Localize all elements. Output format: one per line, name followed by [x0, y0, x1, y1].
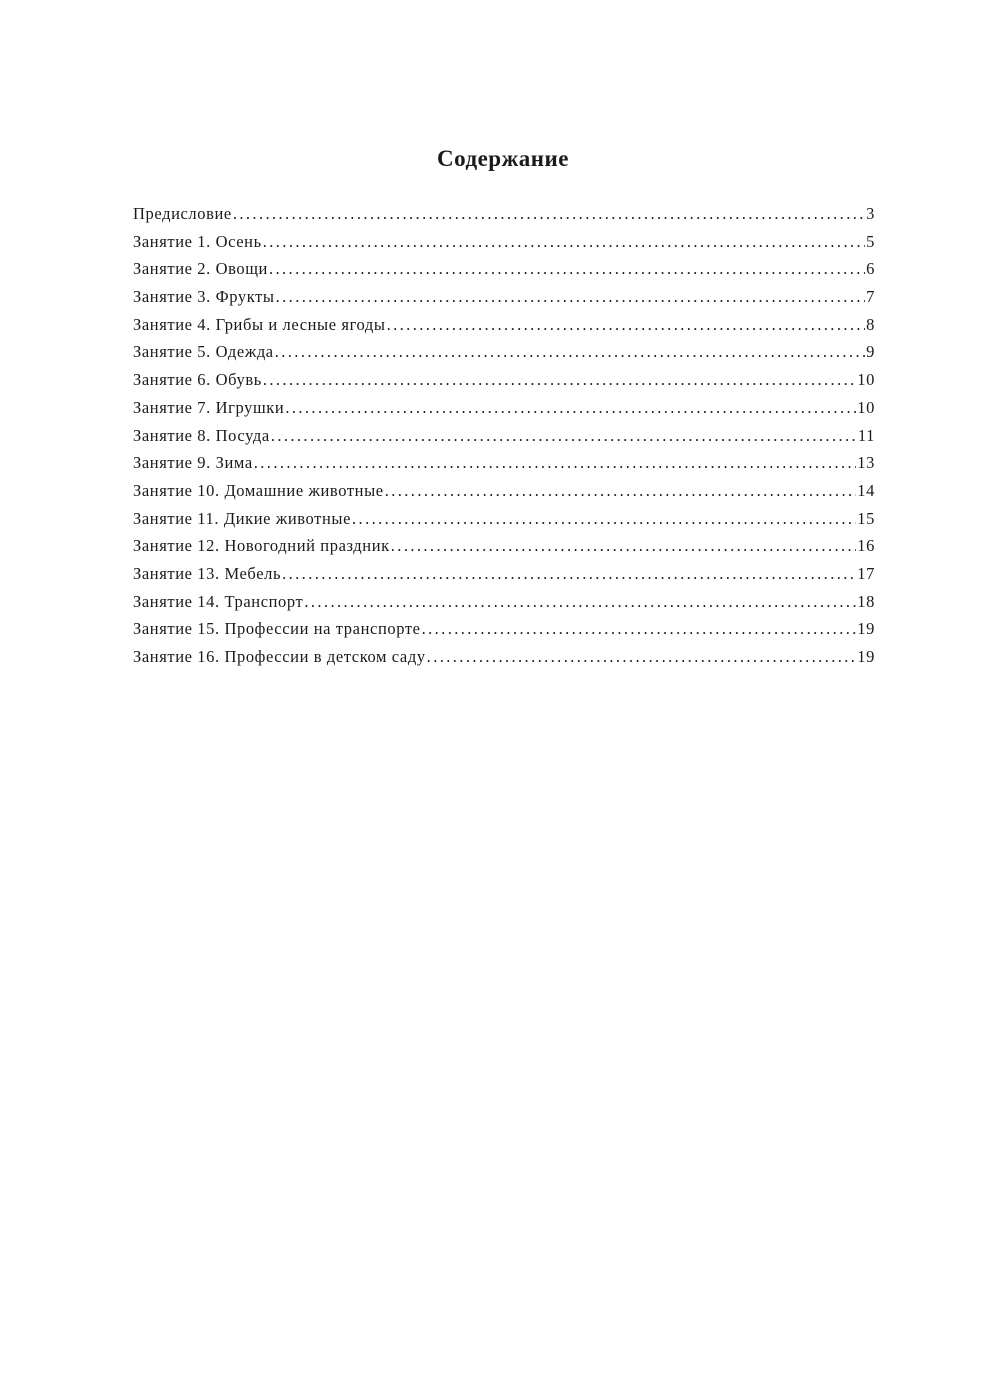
- toc-entry[interactable]: [133, 615, 875, 643]
- toc-entry[interactable]: [133, 422, 875, 450]
- toc-entry[interactable]: [133, 449, 875, 477]
- dot-leader: [304, 588, 856, 616]
- toc-entry-page: 19: [857, 647, 875, 666]
- toc-entry-label: Занятие 11. Дикие животные: [133, 508, 352, 528]
- toc-entry-label: Занятие 2. Овощи: [133, 259, 268, 279]
- dot-leader: [285, 394, 856, 422]
- dot-leader: [391, 532, 857, 560]
- toc-entry-label: Занятие 9. Зима: [133, 453, 253, 473]
- toc-entry-label: Занятие 7. Игрушки: [133, 397, 285, 417]
- dot-leader: [352, 505, 856, 533]
- toc-entry-page: 13: [857, 453, 875, 473]
- toc-entry[interactable]: [133, 283, 875, 311]
- toc-entry-page: 16: [857, 536, 875, 556]
- dot-leader: [282, 560, 856, 588]
- toc-entry-label: Занятие 4. Грибы и лесные ягоды: [133, 314, 386, 334]
- toc-entry[interactable]: [133, 228, 875, 256]
- dot-leader: [385, 477, 857, 505]
- toc-entry-label: Занятие 16. Профессии в детском саду: [133, 647, 426, 666]
- toc-entry-page: 7: [866, 287, 875, 307]
- toc-entry-label: Занятие 10. Домашние животные: [133, 480, 384, 500]
- dot-leader: [263, 366, 856, 394]
- toc-entry[interactable]: [133, 588, 875, 616]
- toc-entry[interactable]: [133, 200, 875, 228]
- dot-leader: [263, 228, 865, 256]
- toc-entry-page: 10: [857, 397, 875, 417]
- toc-entry-page: 6: [866, 259, 875, 279]
- dot-leader: [387, 311, 866, 339]
- table-of-contents: [133, 200, 875, 671]
- toc-entry-page: 9: [866, 342, 875, 362]
- toc-entry-page: 11: [857, 425, 875, 445]
- toc-entry-page: 5: [866, 231, 875, 251]
- dot-leader: [427, 643, 857, 671]
- toc-entry-page: 17: [857, 563, 875, 583]
- toc-entry-label: Занятие 8. Посуда: [133, 425, 270, 445]
- toc-entry-page: 15: [857, 508, 875, 528]
- dot-leader: [233, 200, 865, 228]
- toc-entry[interactable]: [133, 338, 875, 366]
- dot-leader: [254, 449, 857, 477]
- toc-entry-label: Занятие 3. Фрукты: [133, 287, 275, 307]
- toc-entry-page: 14: [857, 480, 875, 500]
- toc-entry-page: 10: [857, 370, 875, 390]
- toc-entry-label: Предисловие: [133, 204, 232, 223]
- toc-entry[interactable]: [133, 394, 875, 422]
- page-title: Содержание: [437, 146, 569, 171]
- toc-entry-page: 3: [866, 204, 875, 223]
- toc-entry-label: Занятие 14. Транспорт: [133, 591, 304, 611]
- toc-entry[interactable]: [133, 505, 875, 533]
- toc-entry-label: Занятие 13. Мебель: [133, 563, 282, 583]
- toc-entry[interactable]: [133, 643, 875, 671]
- dot-leader: [269, 255, 865, 283]
- dot-leader: [422, 615, 857, 643]
- toc-entry[interactable]: [133, 255, 875, 283]
- toc-entry-label: Занятие 1. Осень: [133, 231, 262, 251]
- toc-entry-label: Занятие 5. Одежда: [133, 342, 274, 362]
- toc-entry[interactable]: [133, 560, 875, 588]
- toc-entry-label: Занятие 12. Новогодний праздник: [133, 536, 390, 556]
- toc-entry-label: Занятие 6. Обувь: [133, 370, 262, 390]
- toc-entry-label: Занятие 15. Профессии на транспорте: [133, 619, 421, 639]
- toc-entry[interactable]: [133, 311, 875, 339]
- toc-entry-page: 19: [857, 619, 875, 639]
- dot-leader: [276, 283, 866, 311]
- toc-entry-page: 18: [857, 591, 875, 611]
- dot-leader: [271, 422, 857, 450]
- toc-entry[interactable]: [133, 532, 875, 560]
- dot-leader: [275, 338, 865, 366]
- toc-entry[interactable]: [133, 366, 875, 394]
- toc-entry[interactable]: [133, 477, 875, 505]
- toc-entry-page: 8: [866, 314, 875, 334]
